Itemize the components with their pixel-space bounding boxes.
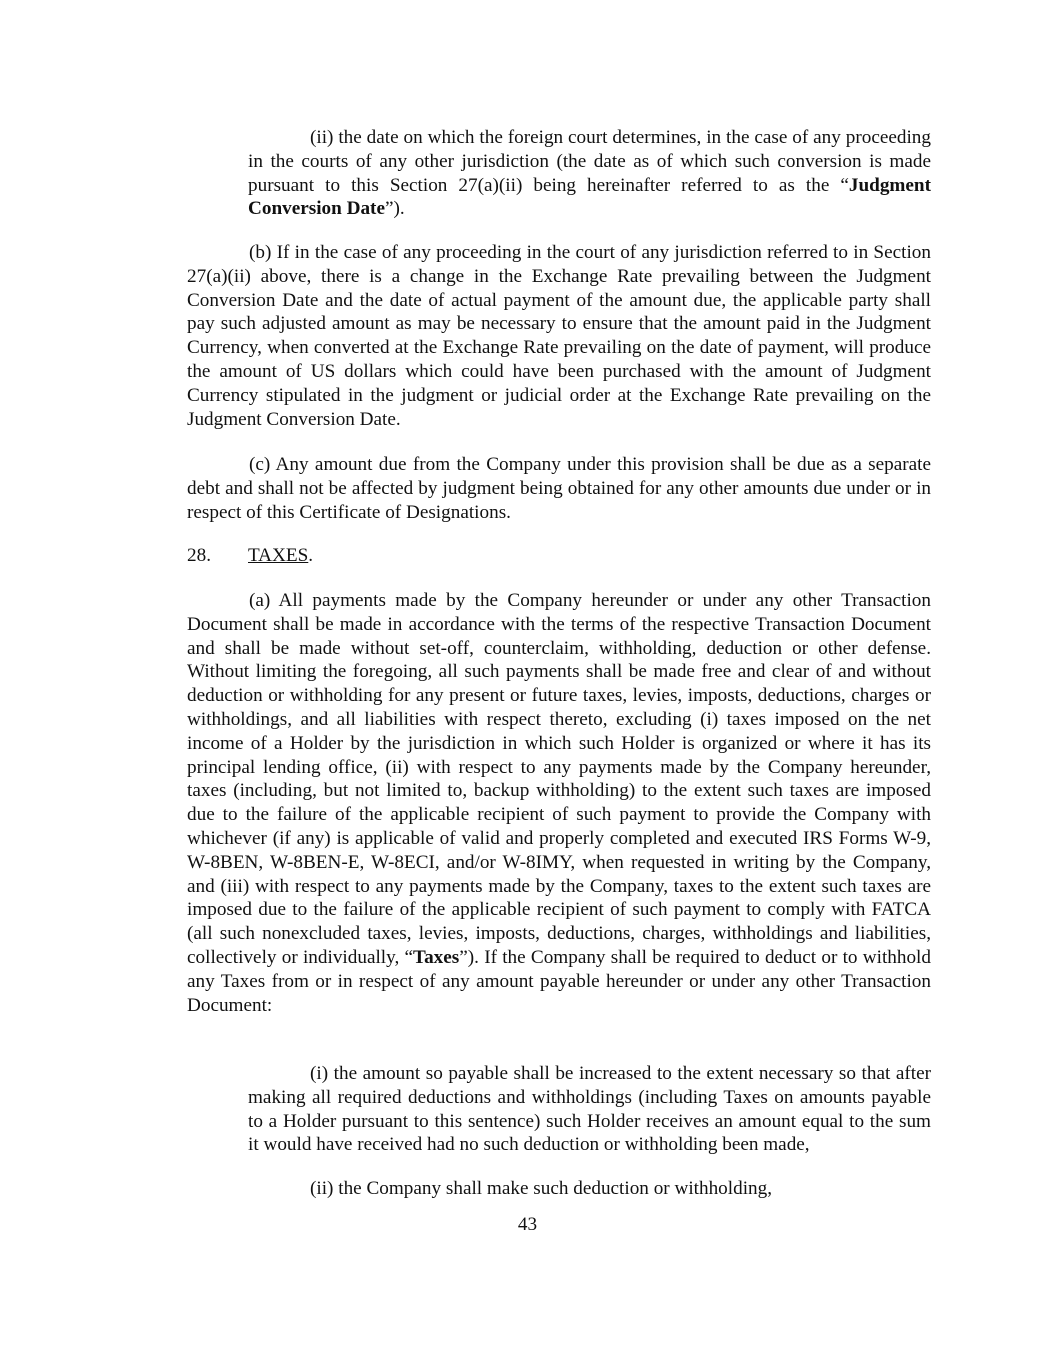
paragraph-b: (b) If in the case of any proceeding in the court of any jurisdiction referred to in Section 27(a)(ii) above, there is a change in the Exchange Rate prevailing between the Judgment Conversion Date and the date of actual payment of the amount due, the applicable party shall pay such adjusted amount as may be necessary to ensure that the amount paid in the Judgment Currency, when converted at the Exchange Rate prevailing on the date of payment, will produce the amount of US dollars which could have been purchased with the amount of Judgment Currency stipulated in the judgment or judicial order at the Exchange Rate prevailing on the Judgment Conversion Date.: [187, 242, 931, 430]
section-title-suffix: .: [308, 545, 314, 566]
paragraph-text: (ii) the date on which the foreign court determines, in the case of any proceeding in the courts of any other jurisdiction (the date as of which such conversion is made pursuant to this Section 27(a)(ii) being hereinafter referred to as the “: [248, 127, 931, 196]
paragraph-judgment-conversion-date: [248, 126, 931, 221]
paragraph-c: (c) Any amount due from the Company under this provision shall be due as a separate debt and shall not be affected by judgment being obtained for any other amounts due under or in respect of this Certificate of Designations.: [187, 454, 931, 523]
paragraph-text: (a) All payments made by the Company hereunder or under any other Transaction Document shall be made in accordance with the terms of the respective Transaction Document and shall be made without set-off, counterclaim, withholding, deduction or other defense. Without limiting the foregoing, all such payments shall be made free and clear of and without deduction or withholding for any present or future taxes, levies, imposts, deductions, charges or withholdings, and all liabilities with respect thereto, excluding (i) taxes imposed on the net income of a Holder by the jurisdiction in which such Holder is organized or where it has its principal lending office, (ii) with respect to any payments made by the Company hereunder, taxes (including, but not limited to, backup withholding) to the extent such taxes are imposed due to the failure of the applicable recipient of such payment to provide the Company with whichever (if any) is applicable of valid and properly completed and executed IRS Forms W-9, W-8BEN, W-8BEN-E, W-8ECI, and/or W-8IMY, when requested in writing by the Company, and (iii) with respect to any payments made by the Company, taxes to the extent such taxes are imposed due to the failure of the applicable recipient of such payment to comply with FATCA (all such nonexcluded taxes, levies, imposts, deductions, charges, withholdings and liabilities, collectively or individually, “: [187, 590, 931, 968]
defined-term: Taxes: [413, 946, 460, 968]
paragraph-text: ”).: [384, 198, 405, 220]
defined-term: Judgment Conversion Date: [248, 174, 931, 220]
section-title: TAXES: [248, 545, 309, 566]
section-heading-taxes: [187, 544, 487, 568]
section-number: 28.: [187, 545, 211, 566]
paragraph-28a-i: (i) the amount so payable shall be increased to the extent necessary so that after making all required deductions and withholdings (including Taxes on amounts payable to a Holder pursuant to this sentence) such Holder receives an amount equal to the sum it would have received had no such deduction or withholding been made,: [248, 1063, 931, 1156]
paragraph-28a-ii: (ii) the Company shall make such deduction or withholding,: [310, 1178, 773, 1199]
paragraph-28a: [187, 589, 931, 1017]
page-number: 43: [517, 1214, 538, 1235]
paragraph-text: ”). If the Company shall be required to deduct or to withhold any Taxes from or in respect of any amount payable hereunder or under any other Transaction Document:: [187, 946, 931, 1016]
